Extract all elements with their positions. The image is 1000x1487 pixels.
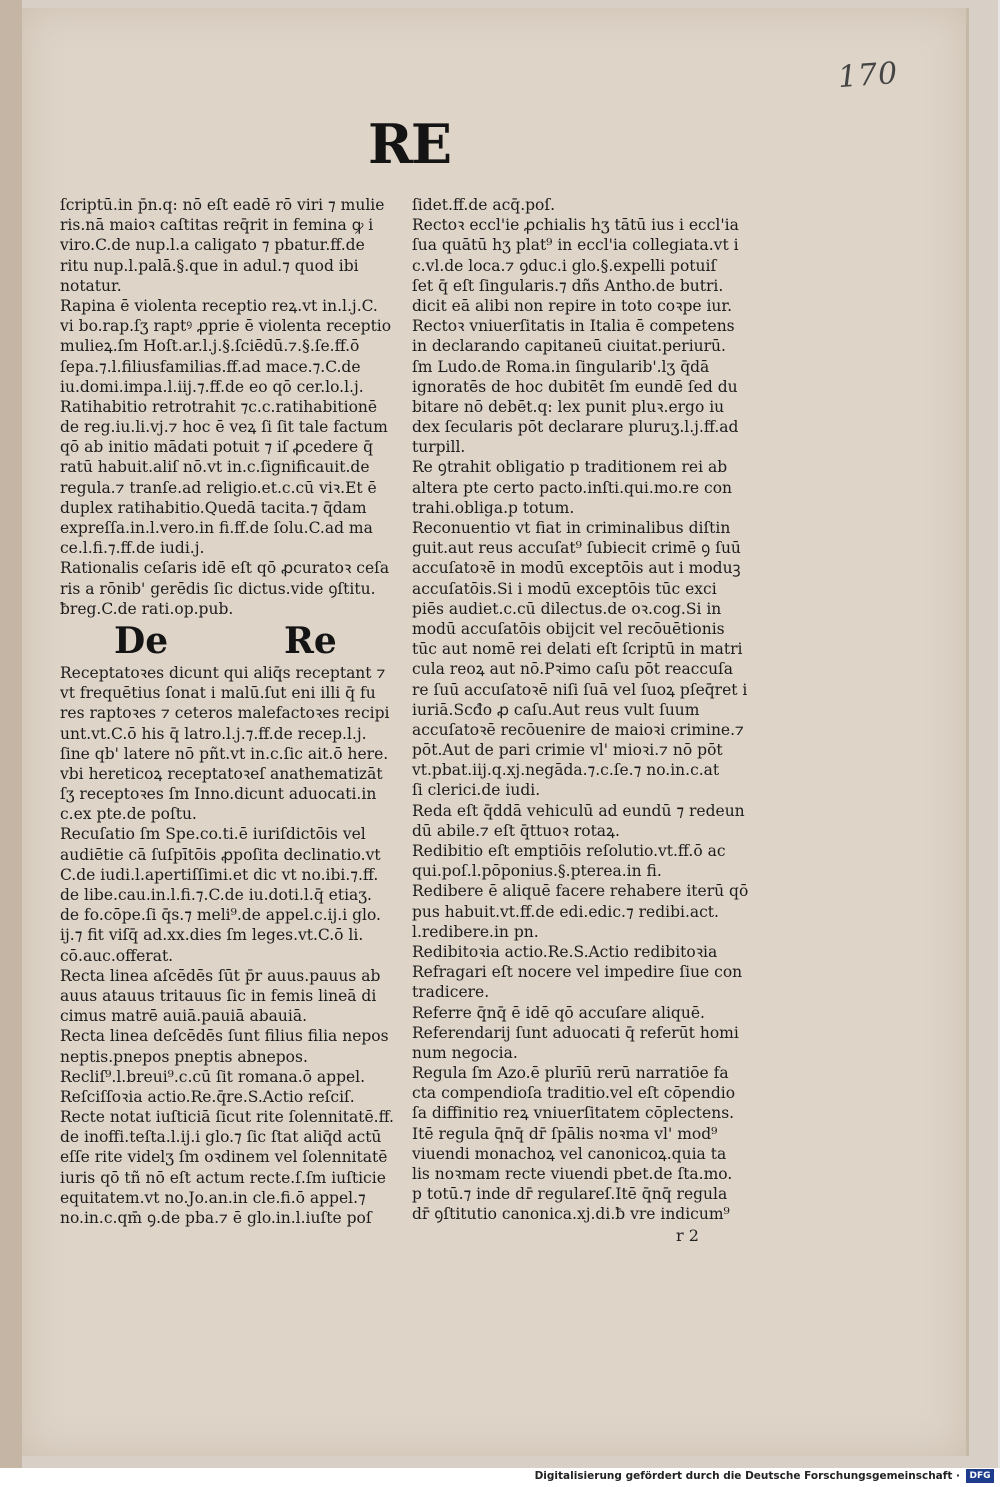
text-line: Redibitio eſt emptiōis reſolutio.vt.ff.ō ac [412, 842, 726, 860]
text-line: de inoffi.teſta.l.ij.i glo.⁊ ſic ſtat aliq̄d actū [60, 1128, 382, 1147]
text-line: ſm Ludo.de Roma.in ſingularib'.lʒ q̄dā [412, 357, 710, 376]
text-line: no.in.c.qm̄ ꝯ.de pba.⁊ ē glo.in.l.iuſte poſ [60, 1209, 372, 1227]
text-line: tradicere. [412, 983, 490, 1002]
text-line: Reda eſt q̄ddā vehiculū ad eundū ⁊ redeun [412, 801, 745, 820]
text-line: notatur. [60, 276, 122, 295]
text-line: ris.nā maioꝛ caſtitas req̄rit in femina ꝙ i [60, 216, 374, 235]
text-line: vbi hereticoꝝ receptatoꝛeſ anathematizāt [60, 764, 383, 783]
text-line: Recliſ⁹.l.breui⁹.c.cū ſit romana.ō appel. [60, 1067, 366, 1086]
text-line: qui.poſ.l.pōponius.§.pterea.in fi. [412, 862, 662, 881]
signature-mark: r 2 [676, 1226, 699, 1245]
text-line: c.vl.de loca.⁊ ꝯduc.i glo.§.expelli potuiſ [412, 256, 717, 275]
text-line: equitatem.vt no.Jo.an.in cle.fi.ō appel.⁊ [60, 1188, 366, 1207]
subheading-right: Re [284, 619, 337, 662]
text-line: ƀreg.C.de rati.op.pub. [60, 599, 234, 618]
footer-credit: Digitalisierung gefördert durch die Deutsche Forschungsgemeinschaft · [534, 1470, 960, 1482]
text-line: trahi.obliga.p totum. [412, 498, 575, 517]
text-line: ce.l.fi.⁊.ff.de iudi.j. [60, 539, 205, 558]
text-line: modū accuſatōis obijcit vel recōuētionis [412, 619, 725, 638]
text-line: cimus matrē auiā.pauiā abauiā. [60, 1007, 308, 1026]
text-line: de libe.cau.in.l.fi.⁊.C.de iu.doti.l.q̄ etiaʒ. [60, 886, 372, 904]
text-line: Redibere ē aliquē facere rehabere iterū qō [412, 882, 749, 901]
text-line: Ratihabitio retrotrahit ⁊c.c.ratihabitionē [60, 397, 378, 416]
text-line: qō ab initio mādati potuit ⁊ iſ ꝓcedere q̄ [60, 438, 374, 457]
text-line: num negocia. [412, 1043, 518, 1062]
text-line: Itē regula q̄nq̄ dr̄ ſpālis noꝛma vl' mod⁹ [412, 1124, 718, 1143]
text-line: ritu nup.l.palā.§.que in adul.⁊ quod ibi [60, 256, 359, 275]
text-line: Rationalis ceſaris idē eſt qō ꝓcuratoꝛ ceſa [60, 559, 390, 578]
text-line: iu.domi.impa.l.iij.⁊.ff.de eo qō cer.lo.l.j. [60, 377, 364, 396]
text-line: Regula ſm Azo.ē plurīū rerū narratiōe fa [412, 1064, 729, 1083]
text-line: ſa diffinitio reꝝ vniuerſitatem cōplectens. [412, 1104, 735, 1123]
text-line: p totū.⁊ inde dr̄ regulareſ.Itē q̄nq̄ regula [412, 1185, 728, 1204]
text-line: pōt.Aut de pari crimie vl' mioꝛi.⁊ nō pōt [412, 741, 723, 760]
section-heading: RE [368, 112, 451, 176]
folio-number: 170 [836, 55, 900, 96]
text-line: in declarando capitaneū ciuitat.periurū. [412, 337, 726, 356]
left-column [60, 195, 400, 1228]
text-line: Receptatoꝛes dicunt qui aliq̄s receptant ⁊ [60, 663, 386, 682]
text-line: l.redibere.in pn. [412, 922, 539, 941]
text-line: guit.aut reus accuſat⁹ ſubiecit crimē ꝯ ſuū [412, 539, 741, 558]
text-line: c.ex pte.de poſtu. [60, 805, 197, 824]
text-line: ſine qb' latere nō pñt.vt in.c.ſic ait.ō here. [60, 744, 389, 763]
text-line: ij.⁊ fit viſq̄ ad.xx.dies ſm leges.vt.C.ō li. [60, 926, 364, 945]
text-line: ratū habuit.aliſ nō.vt in.c.ſignificauit.de [60, 458, 370, 477]
text-line: mulieꝝ.ſm Hoſt.ar.l.j.§.ſciēdū.⁊.§.ſe.ff.ō [60, 337, 360, 356]
text-line: Recuſatio ſm Spe.co.ti.ē iuriſdictōis vel [60, 825, 366, 844]
text-line: tūc aut nomē rei delati eſt ſcriptū in matri [412, 640, 743, 659]
text-line: vi bo.rap.ſʒ raptꝰ ꝓprie ē violenta receptio [60, 317, 392, 336]
text-line: iuris qō tñ nō eſt actum recte.ſ.ſm iuſticie [60, 1168, 386, 1187]
text-line: regula.⁊ tranſe.ad religio.et.c.cū viꝛ.Et ē [60, 478, 377, 497]
text-line: lis noꝛmam recte viuendi pbet.de ſta.mo. [412, 1165, 733, 1183]
text-line: neptis.pnepos pneptis abnepos. [60, 1047, 308, 1066]
text-line: cula reoꝝ aut nō.Pꝛimo caſu pōt reaccuſa [412, 660, 734, 679]
text-line: auus atauus tritauus ſic in femis lineā di [60, 986, 377, 1005]
subheading-left: De [114, 619, 169, 662]
text-line: eſſe rite videlʒ ſm oꝛdinem vel ſolennitatē [60, 1148, 388, 1167]
text-line: de fo.cōpe.ſi q̄s.⁊ meli⁹.de appel.c.ij.i glo. [60, 906, 381, 925]
binding-edge [0, 0, 22, 1468]
text-line: Recte notat iuſticiā ſicut rite ſolennitatē.ff. [60, 1108, 394, 1127]
text-line: cta compendioſa traditio.vel eſt cōpendio [412, 1084, 736, 1103]
text-line: pus habuit.vt.ff.de edi.edic.⁊ redibi.act. [412, 902, 719, 921]
text-line: piēs audiet.c.cū dilectus.de oꝛ.cog.Si in [412, 599, 722, 618]
text-line: accuſatoꝛē in modū exceptōis aut i moduꝫ [412, 559, 741, 578]
text-line: vt.pbat.iij.q.xj.negāda.⁊.c.ſe.⁊ no.in.c.at [412, 761, 720, 780]
text-line: audiētie cā ſuſpītōis ꝓpoſita declinatio.vt [60, 845, 381, 864]
text-line: ſepa.⁊.l.filiusfamilias.ff.ad mace.⁊.C.de [60, 357, 361, 376]
text-line: dr̄ ꝯſtitutio canonica.xj.di.ƀ vre indicum⁹ [412, 1205, 730, 1224]
right-column [412, 195, 774, 1225]
text-line: Reconuentio vt fiat in criminalibus diſtin [412, 519, 731, 537]
text-line: accuſatōis.Si i modū exceptōis tūc exci [412, 579, 717, 598]
text-line: altera pte certo pacto.inſti.qui.mo.re con [412, 478, 733, 497]
text-line: Redibitoꝛia actio.Re.S.Actio redibitoꝛia [412, 942, 718, 961]
text-line: turpill. [412, 438, 466, 457]
text-line: res raptoꝛes ⁊ ceteros malefactoꝛes recipi [60, 704, 390, 723]
text-line: Recta linea deſcēdēs ſunt filius filia nepos [60, 1027, 389, 1046]
text-line: viro.C.de nup.l.a caligato ⁊ pbatur.ff.de [60, 236, 365, 255]
text-line: expreſſa.in.l.vero.in fi.ff.de ſolu.C.ad ma [60, 519, 373, 537]
text-line: Rectoꝛ eccl'ie ꝓchialis hʒ tātū ius i eccl'ia [412, 216, 739, 235]
text-line: ignoratēs de hoc dubitēt ſm eundē ſed du [412, 377, 738, 396]
dfg-logo: DFG [966, 1469, 994, 1483]
text-line: Referendarij ſunt aduocati q̄ referūt homi [412, 1023, 739, 1042]
text-line: ſidet.ff.de acq̄.poſ. [412, 196, 556, 214]
text-line: ſʒ receptoꝛes ſm Inno.dicunt aduocati.in [60, 785, 377, 804]
text-line: Referre q̄nq̄ ē idē qō accuſare aliquē. [412, 1003, 705, 1022]
text-line: C.de iudi.l.apertiſſimi.et dic vt no.ibi.⁊.ff. [60, 865, 379, 884]
text-line: Refragari eſt nocere vel impedire ſiue con [412, 963, 743, 982]
text-line: bitare nō debēt.q: lex punit pluꝛ.ergo iu [412, 397, 725, 416]
text-line: accuſatoꝛē recōuenire de maioꝛi crimine.⁊ [412, 720, 744, 739]
text-line: Rectoꝛ vniuerſitatis in Italia ē competens [412, 317, 735, 336]
text-line: Re ꝯtrahit obligatio p traditionem rei ab [412, 458, 728, 477]
text-line: cō.auc.offerat. [60, 946, 174, 965]
subheading [60, 619, 400, 663]
text-line: dex ſecularis pōt declarare pluruʒ.l.j.ff.ad [412, 418, 739, 437]
text-line: re ſuū accuſatoꝛē niſi ſuā vel ſuoꝝ pſeq̄ret i [412, 680, 748, 699]
text-line: dicit eā alibi non repire in toto coꝛpe iur. [412, 296, 733, 315]
text-line: ſua quātū hʒ plat⁹ in eccl'ia collegiata.vt i [412, 236, 739, 255]
text-line: iuriā.Scđo ꝓ caſu.Aut reus vult ſuum [412, 700, 700, 719]
text-line: de reg.iu.li.vj.⁊ hoc ē veꝝ ſi ſit tale factum [60, 418, 388, 437]
text-line: vt frequētius ſonat i malū.ſut eni illi q̄ fu [60, 684, 376, 703]
text-line: Reſciſſoꝛia actio.Re.q̄re.S.Actio reſciſ. [60, 1087, 355, 1106]
text-line: unt.vt.C.ō his q̄ latro.l.j.⁊.ff.de recep.l.j. [60, 724, 367, 743]
text-line: Rapina ē violenta receptio reꝝ.vt in.l.j.C. [60, 296, 378, 315]
text-line: ſet q̄ eſt ſingularis.⁊ dñs Antho.de butri. [412, 276, 724, 295]
text-line: ſi clerici.de iudi. [412, 781, 541, 800]
text-line: Recta linea aſcēdēs ſūt p̄r auus.pauus ab [60, 966, 381, 985]
text-line: ris a rōnib' gerēdis ſic dictus.vide ꝯſtitu. [60, 579, 376, 598]
text-line: viuendi monachoꝝ vel canonicoꝝ.quia ta [412, 1144, 727, 1163]
text-line: duplex ratihabitio.Quedā tacita.⁊ q̄dam [60, 498, 367, 517]
text-line: ſcriptū.in p̄n.q: nō eſt eadē rō viri ⁊ mulie [60, 196, 385, 214]
text-line: dū abile.⁊ eſt q̄ttuoꝛ rotaꝝ. [412, 821, 620, 840]
